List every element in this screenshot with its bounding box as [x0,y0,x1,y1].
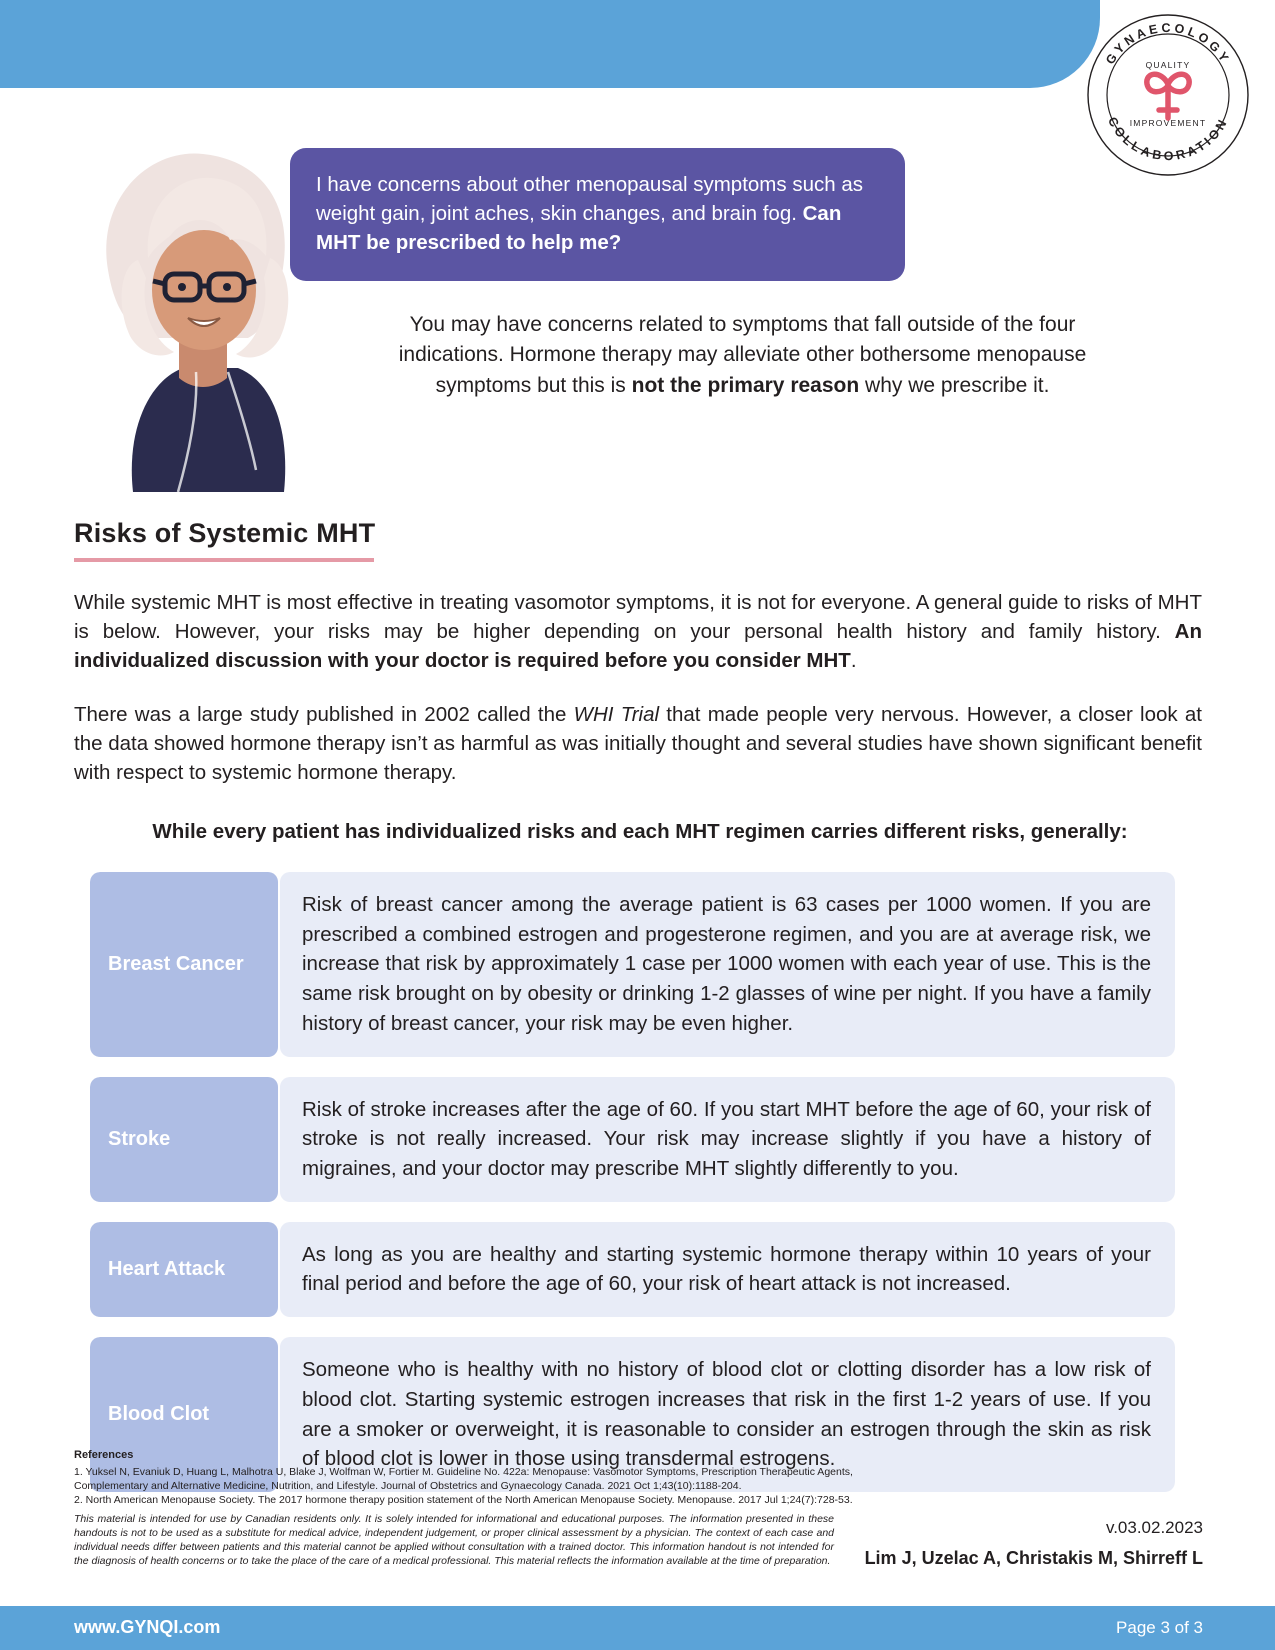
risk-description: As long as you are healthy and starting systemic hormone therapy within 10 years of your final period and before the age of 60, your risk of heart attack is not increased. [280,1222,1175,1317]
svg-text:GYNAECOLOGY: GYNAECOLOGY [1102,20,1234,67]
hero-section [0,130,1275,500]
risk-description: Someone who is healthy with no history of blood clot or clotting disorder has a low risk of blood clot. Starting systemic estrogen increases that risk in the first 1-2 years of use. If you are a smoker or overweight, it is reasonable to consider an estrogen through the skin as risk of blood clot is lower in those using transdermal estrogens. [280,1337,1175,1492]
header-band [0,0,1100,88]
para1-part-b: . [850,649,857,673]
bubble-line-1: I have concerns about other menopausal symptoms such as weight gain, joint aches, skin changes, and brain fog. [316,173,863,226]
risk-row-stroke [90,1077,1175,1202]
intro-paragraph-2 [74,700,1202,787]
risk-label: Breast Cancer [90,872,278,1057]
footer-page-number: Page 3 of 3 [1116,1618,1203,1637]
answer-prefix: You may have concerns related to symptoms that fall outside of the four indications. Hormone therapy may alleviate other bothersome menopause symptoms but this is [398,313,1087,397]
risk-label: Heart Attack [90,1222,278,1317]
risk-description: Risk of breast cancer among the average patient is 63 cases per 1000 women. If you are prescribed a combined estrogen and progesterone regimen, and you are at average risk, we increase that risk by approximately 1 case per 1000 women with each year of use. This is the same risk brought on by obesity or drinking 1-2 glasses of wine per night. If you have a family history of breast cancer, your risk may be even higher. [280,872,1175,1057]
patient-question-bubble [290,148,905,281]
title-underline [74,558,374,562]
answer-text [370,310,1115,401]
para2-part-a: There was a large study published in 2002 called the [74,703,574,726]
risk-row-heart-attack [90,1222,1175,1317]
authors-label: Lim J, Uzelac A, Christakis M, Shirreff L [864,1548,1203,1568]
risks-lead-in: While every patient has individualized risks and each MHT regimen carries different risks, generally: [152,820,1128,843]
footer-bar [0,1606,1275,1650]
svg-text:COLLABORATION: COLLABORATION [1104,114,1232,164]
answer-suffix: why we prescribe it. [859,373,1050,397]
references-heading: References [74,1449,134,1461]
bubble-line-2: Can MHT be prescribed to help me? [316,202,842,255]
disclaimer-text: This material is intended for use by Canadian residents only. It is solely intended for informational and educational purposes. The information presented in these handouts is not to be used as a substitute for medical advice, independent judgement, or proper clinical assessment by a physician. The context of each case and individual needs differ between patients and this material cannot be applied without consultation with a trained doctor. This information handout is not intended for the diagnosis of health concerns or to take the place of the care of a medical professional. This material reflects the information available at the time of preparation. [74,1513,834,1568]
reference-item-1: 1. Yuksel N, Evaniuk D, Huang L, Malhotra U, Blake J, Wolfman W, Fortier M. Guideline No. 422a: Menopause: Vasomotor Symptoms, Prescription Therapeutic Agents, Complementary and Alternative Medicine, Nutrition, and Lifestyle. Journal of Obstetrics and Gynaecology Canada. 2021 Oct 1;43(10):1188-204. [74,1465,853,1493]
para1-part-a: While systemic MHT is most effective in treating vasomotor symptoms, it is not for everyone. A general guide to risks of MHT is below. However, your risks may be higher depending on your personal health history and family history. [74,591,1202,644]
risk-label: Blood Clot [90,1337,278,1492]
references-block [74,1448,874,1507]
version-label: v.03.02.2023 [1105,1518,1203,1537]
reference-item-2: 2. North American Menopause Society. The 2017 hormone therapy position statement of the North American Menopause Society. Menopause. 2017 Jul 1;24(7):728-53. [74,1494,853,1507]
answer-bold: not the primary reason [631,373,860,397]
footer-website-link[interactable]: www.GYNQI.com [74,1617,221,1637]
svg-text:QUALITY: QUALITY [1145,60,1191,70]
risk-description: Risk of stroke increases after the age of 60. If you start MHT before the age of 60, your risk of stroke is not really increased. Your risk may increase slightly if you have a history of migraines, and your doctor may prescribe MHT slightly differently to you. [280,1077,1175,1202]
risk-label: Stroke [90,1077,278,1202]
svg-text:IMPROVEMENT: IMPROVEMENT [1129,118,1207,128]
risk-row-breast-cancer [90,872,1175,1057]
para2-part-b: that made people very nervous. However, a closer look at the data showed hormone therapy isn’t as harmful as was initially thought and several studies have shown significant benefit with respect to systemic hormone therapy. [74,703,1202,785]
para1-bold: An individualized discussion with your doctor is required before you consider MHT [74,620,1202,673]
intro-paragraph-1 [74,588,1202,675]
para2-italic: WHI Trial [573,703,660,726]
risk-list [90,872,1175,1512]
page-title: Risks of Systemic MHT [74,518,376,548]
